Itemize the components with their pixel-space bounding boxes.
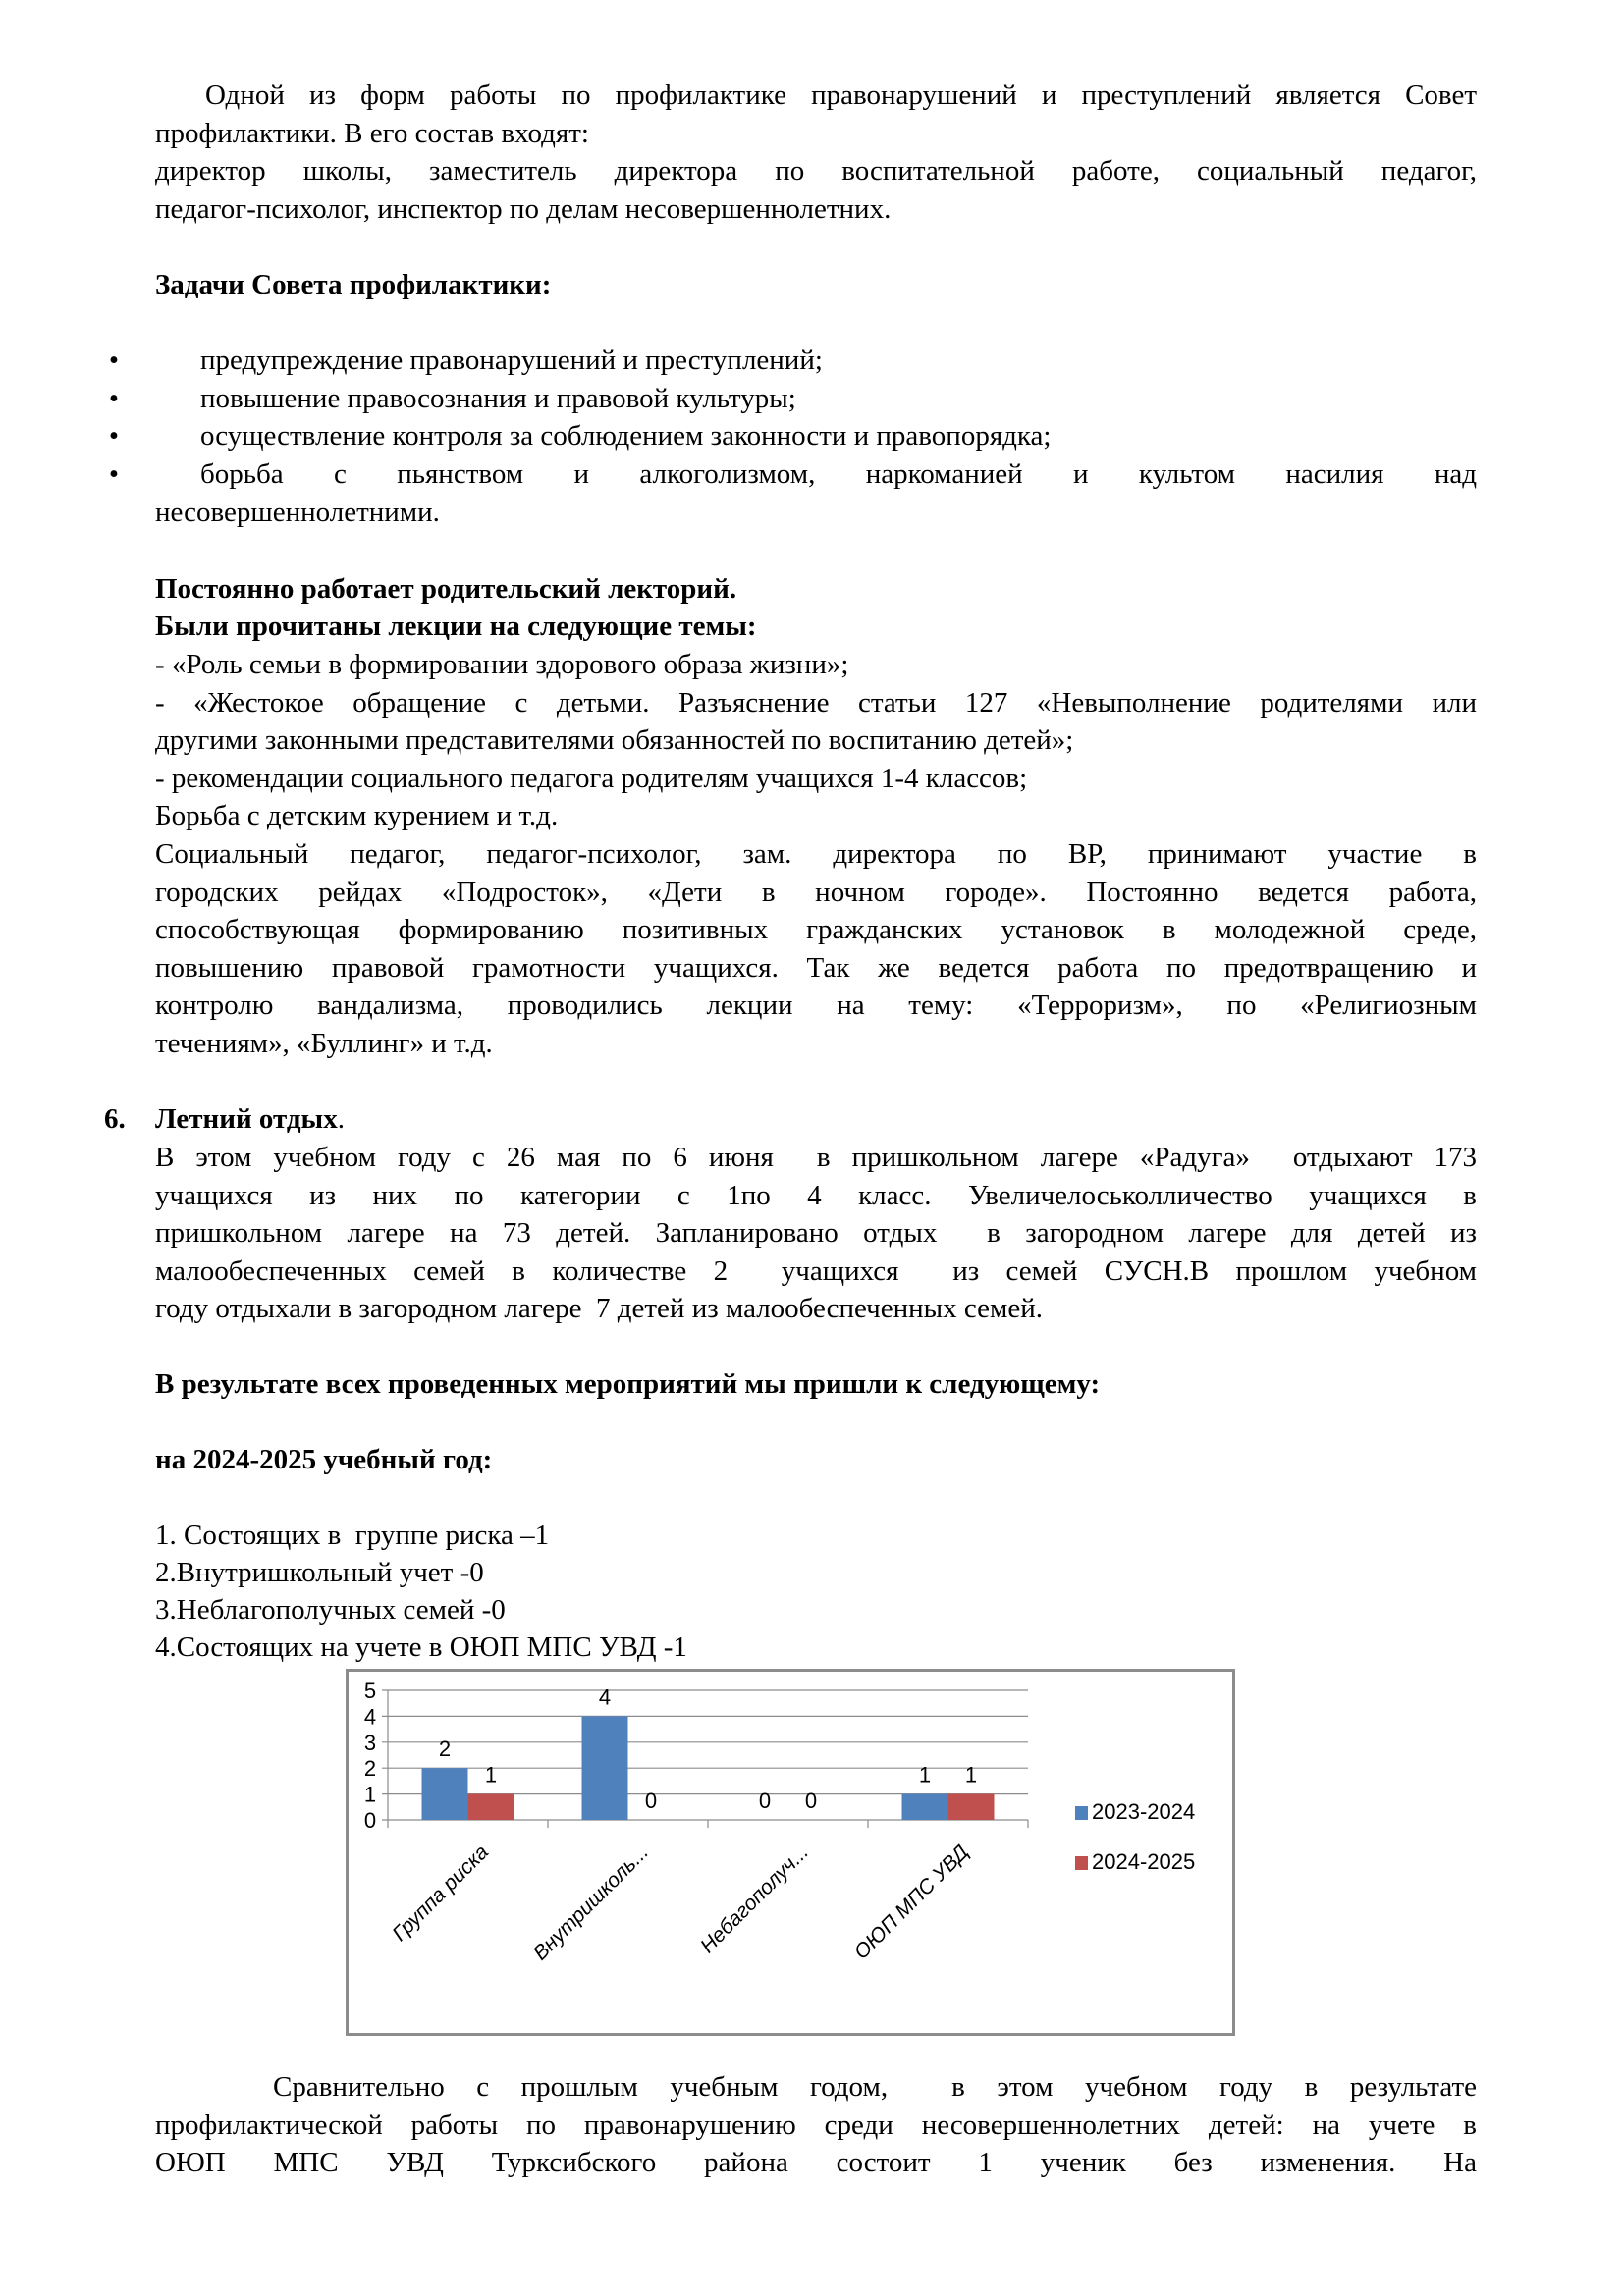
summer-line: пришкольном лагере на 73 детей. Запланировано отдых в загородном лагере для детей из <box>155 1217 1477 1249</box>
task-text: осуществление контроля за соблюдением законности и правопорядка; <box>200 420 1052 452</box>
x-category-label: Небагополуч... <box>695 1841 814 1958</box>
summer-line: малообеспеченных семей в количестве 2 учащихся из семей СУСН.В прошлом учебном <box>155 1255 1477 1287</box>
intro-line: Одной из форм работы по профилактике правонарушений и преступлений является Совет <box>205 80 1477 111</box>
y-tick-label: 1 <box>363 1782 377 1807</box>
summer-line: В этом учебном году с 26 мая по 6 июня в пришкольном лагере «Радуга» отдыхают 173 <box>155 1142 1477 1173</box>
legend-label: 2023-2024 <box>1092 1799 1196 1824</box>
summer-line: учащихся из них по категории с 1по 4 класс. Увеличелоськолличество учащихся в <box>155 1179 1477 1211</box>
activity-line: повышению правовой грамотности учащихся. Так же ведется работа по предотвращению и <box>155 951 1477 984</box>
data-label: 1 <box>964 1762 978 1788</box>
lecture-line: другими законными представителями обязанностей по воспитанию детей»; <box>155 724 1074 756</box>
bullet-icon: • <box>108 383 120 414</box>
intro-paragraph <box>155 77 1477 228</box>
results-item: 3.Неблагополучных семей -0 <box>155 1594 506 1626</box>
bullet-icon: • <box>108 420 120 452</box>
task-list-item <box>104 380 1477 418</box>
bar-2023-2024 <box>902 1794 948 1820</box>
bar-chart <box>346 1669 1235 2036</box>
conclusion-paragraph <box>155 2068 1477 2182</box>
tasks-heading: Задачи Совета профилактики: <box>155 269 552 300</box>
lectorium-heading: Постоянно работает родительский лекторий. <box>155 573 737 605</box>
x-category-label: ОЮП МПС УВД <box>849 1841 974 1964</box>
section-number: 6. <box>104 1103 126 1135</box>
data-label: 0 <box>644 1789 658 1813</box>
bar-2023-2024 <box>582 1716 628 1820</box>
section-title-dot: . <box>337 1103 345 1135</box>
data-label: 4 <box>598 1684 612 1710</box>
data-label: 1 <box>484 1762 498 1788</box>
lectures-heading: Были прочитаны лекции на следующие темы: <box>155 611 757 642</box>
conclusion-line: ОЮП МПС УВД Турксибского района состоит 1 ученик без изменения. На <box>155 2147 1477 2178</box>
y-tick-label: 5 <box>363 1679 377 1703</box>
results-year-heading: на 2024-2025 учебный год: <box>155 1444 493 1475</box>
intro-line: директор школы, заместитель директора по воспитательной работе, социальный педагог, <box>155 155 1477 187</box>
y-tick-label: 2 <box>363 1756 377 1782</box>
conclusion-line: Сравнительно с прошлым учебным годом, в этом учебном году в результате <box>273 2071 1477 2103</box>
activity-line: контролю вандализма, проводились лекции на тему: «Терроризм», по «Религиозным <box>155 989 1477 1021</box>
summer-heading <box>104 1100 1477 1139</box>
chart-canvas <box>349 1672 1232 2033</box>
activity-line: течениям», «Буллинг» и т.д. <box>155 1027 493 1059</box>
activity-paragraph <box>155 835 1477 1062</box>
conclusion-line: профилактической работы по правонарушению среди несовершеннолетних детей: на учете в <box>155 2109 1477 2141</box>
bullet-icon: • <box>108 345 120 376</box>
bar-2023-2024 <box>422 1768 468 1820</box>
legend-swatch <box>1075 1806 1088 1820</box>
task-list-item <box>104 417 1477 455</box>
section-title: Летний отдых <box>155 1103 338 1135</box>
results-item: 2.Внутришкольный учет -0 <box>155 1557 484 1588</box>
activity-line: Социальный педагог, педагог-психолог, зам. директора по ВР, принимают участие в <box>155 838 1477 870</box>
legend-swatch <box>1075 1856 1088 1870</box>
intro-line: педагог-психолог, инспектор по делам несовершеннолетних. <box>155 192 892 225</box>
summer-line: году отдыхали в загородном лагере 7 детей из малообеспеченных семей. <box>155 1293 1043 1324</box>
results-item: 4.Состоящих на учете в ОЮП МПС УВД -1 <box>155 1631 687 1663</box>
results-item: 1. Состоящих в группе риска –1 <box>155 1520 550 1551</box>
lecture-line: - «Жестокое обращение с детьми. Разъяснение статьи 127 «Невыполнение родителями или <box>155 687 1477 719</box>
task-text-continuation: несовершеннолетними. <box>155 497 440 528</box>
results-heading: В результате всех проведенных мероприятий мы пришли к следующему: <box>155 1368 1101 1400</box>
bullet-icon: • <box>108 458 120 490</box>
task-list-item <box>104 455 1477 494</box>
activity-line: способствующая формированию позитивных гражданских установок в молодежной среде, <box>155 914 1477 945</box>
x-category-label: Группа риска <box>388 1841 494 1947</box>
summer-paragraph <box>155 1139 1477 1328</box>
lecture-line: - «Роль семьи в формировании здорового образа жизни»; <box>155 649 849 680</box>
legend-label: 2024-2025 <box>1092 1849 1196 1874</box>
lecture-line: Борьба с детским курением и т.д. <box>155 800 559 831</box>
activity-line: городских рейдах «Подросток», «Дети в ночном городе». Постоянно ведется работа, <box>155 876 1477 908</box>
y-tick-label: 3 <box>363 1730 377 1755</box>
lecture-line: - рекомендации социального педагога родителям учащихся 1-4 классов; <box>155 763 1028 794</box>
task-text: предупреждение правонарушений и преступлений; <box>200 345 823 376</box>
x-category-label: Внутришколь... <box>528 1841 654 1965</box>
intro-line: профилактики. В его состав входят: <box>155 117 589 149</box>
bar-2024-2025 <box>468 1794 514 1820</box>
data-label: 1 <box>918 1762 932 1788</box>
task-list-item <box>104 342 1477 380</box>
bar-2024-2025 <box>948 1794 995 1820</box>
y-tick-label: 0 <box>363 1808 377 1833</box>
data-label: 0 <box>758 1789 772 1813</box>
task-text: борьба с пьянством и алкоголизмом, наркоманией и культом насилия над <box>200 458 1477 490</box>
task-text: повышение правосознания и правовой культуры; <box>200 383 796 414</box>
y-tick-label: 4 <box>363 1704 377 1730</box>
data-label: 0 <box>804 1789 818 1813</box>
data-label: 2 <box>438 1736 452 1762</box>
